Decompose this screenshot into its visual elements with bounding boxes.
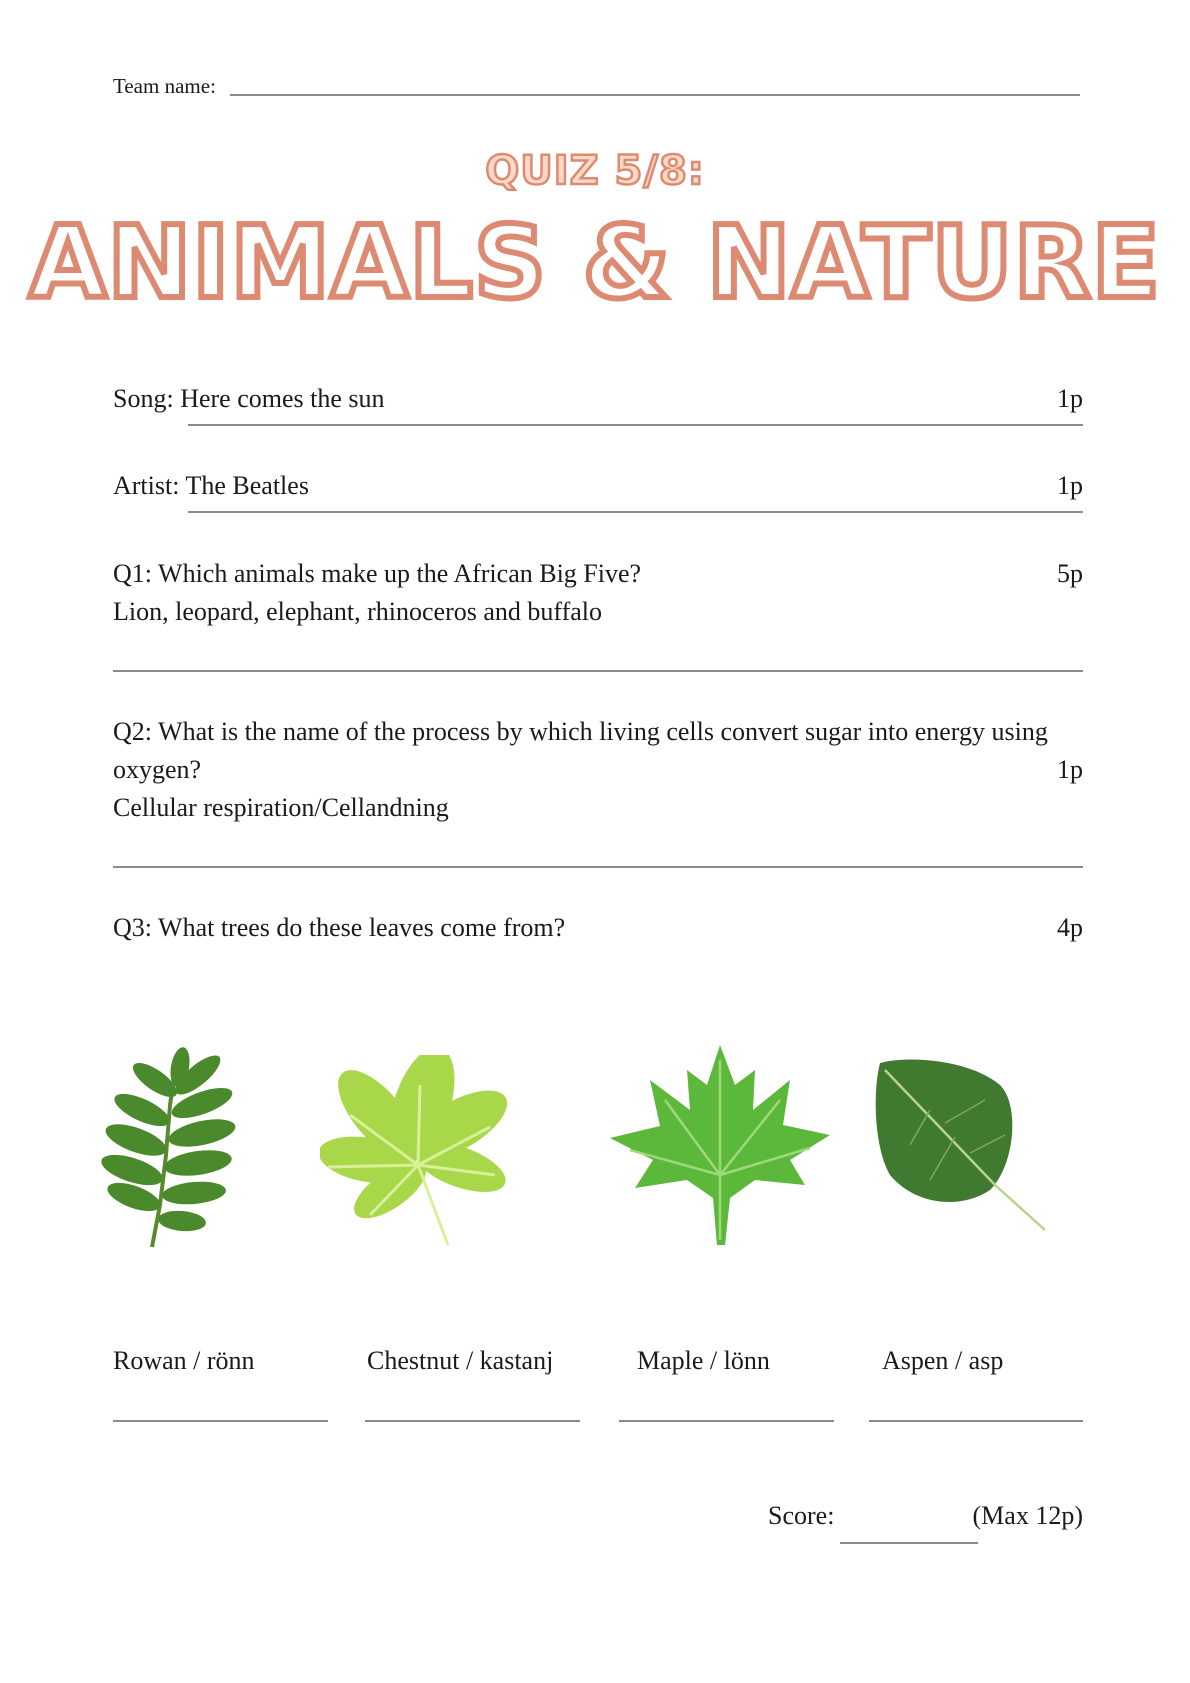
artist-points: 1p <box>1057 471 1083 500</box>
chestnut-answer-line[interactable] <box>365 1420 580 1422</box>
maple-leaf-icon <box>605 1040 835 1245</box>
q1-answer: Lion, leopard, elephant, rhinoceros and buffalo <box>113 597 603 626</box>
song-answer: Here comes the sun <box>180 384 385 413</box>
q2-answer: Cellular respiration/Cellandning <box>113 793 449 822</box>
team-name-label: Team name: <box>113 74 216 98</box>
q2-question-line2: oxygen? <box>113 755 202 784</box>
q2-question-line1: Q2: What is the name of the process by which living cells convert sugar into energy using <box>113 717 1048 746</box>
aspen-label: Aspen / asp <box>882 1346 1004 1375</box>
rowan-answer-line[interactable] <box>113 1420 328 1422</box>
team-name-field[interactable] <box>230 94 1080 96</box>
artist-answer: The Beatles <box>185 471 309 500</box>
maple-answer-line[interactable] <box>619 1420 834 1422</box>
q3-points: 4p <box>1057 913 1083 942</box>
page-title: ANIMALS & NATURE <box>29 204 1161 321</box>
score-label: Score: <box>768 1501 835 1530</box>
q2-answer-line[interactable] <box>113 866 1083 868</box>
maple-label: Maple / lönn <box>637 1346 770 1375</box>
q1-points: 5p <box>1057 559 1083 588</box>
song-label: Song: <box>113 384 174 413</box>
artist-label: Artist: <box>113 471 180 500</box>
rowan-label: Rowan / rönn <box>113 1346 255 1375</box>
q1-answer-line[interactable] <box>113 670 1083 672</box>
song-answer-line[interactable] <box>188 424 1083 426</box>
q2-points: 1p <box>1057 755 1083 784</box>
aspen-leaf-icon <box>870 1055 1055 1235</box>
song-line <box>113 380 385 418</box>
score-max: (Max 12p) <box>972 1501 1083 1530</box>
aspen-answer-line[interactable] <box>869 1420 1083 1422</box>
q1-question: Q1: Which animals make up the African Big Five? <box>113 559 642 588</box>
song-points: 1p <box>1057 384 1083 413</box>
artist-answer-line[interactable] <box>188 511 1083 513</box>
artist-line <box>113 467 309 505</box>
chestnut-leaf-icon <box>320 1055 525 1255</box>
quiz-number-title: QUIZ 5/8: <box>485 148 705 194</box>
score-field[interactable] <box>840 1542 978 1544</box>
chestnut-label: Chestnut / kastanj <box>367 1346 554 1375</box>
q3-question: Q3: What trees do these leaves come from? <box>113 913 566 942</box>
rowan-leaf-icon <box>100 1045 250 1250</box>
